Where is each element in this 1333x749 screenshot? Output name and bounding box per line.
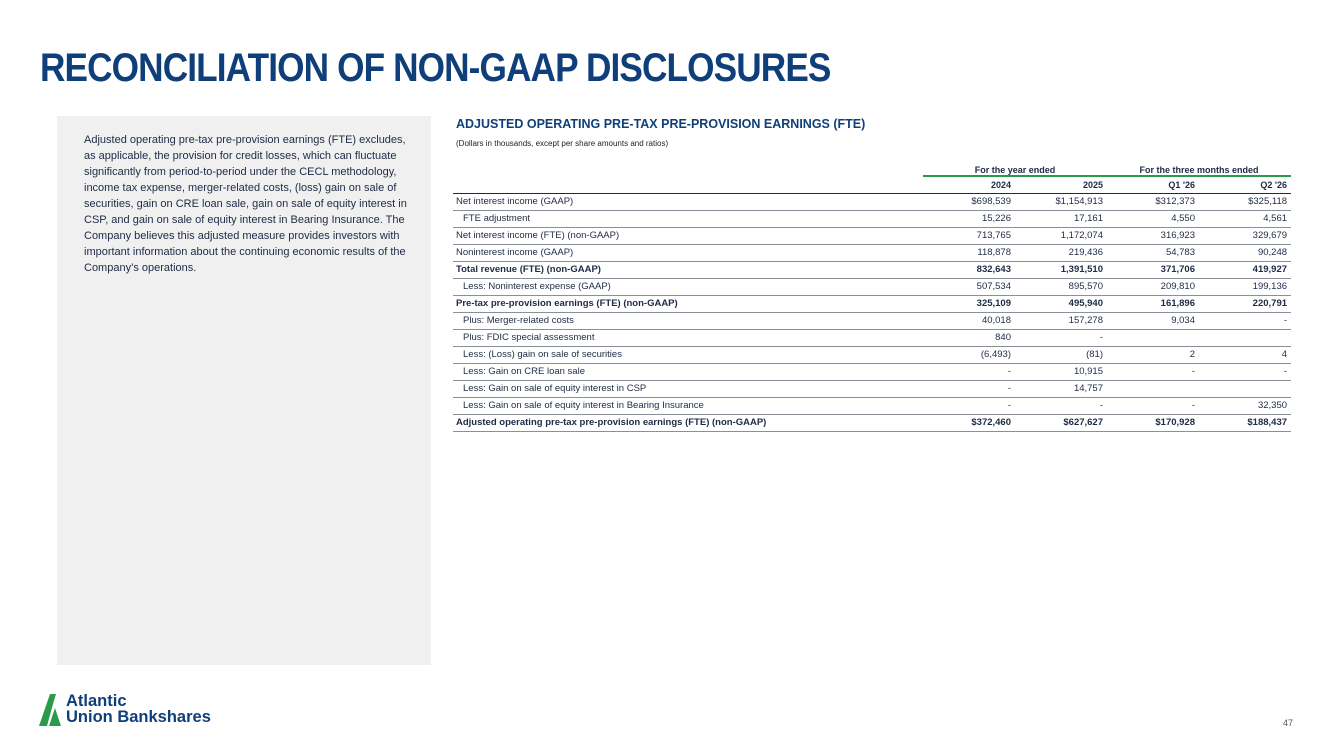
header-three-months-ended: For the three months ended	[1107, 158, 1291, 176]
table-row	[453, 397, 1291, 414]
cell-value: 9,034	[1107, 312, 1199, 329]
cell-value: -	[1015, 397, 1107, 414]
cell-value	[1107, 329, 1199, 346]
row-label: Less: Noninterest expense (GAAP)	[453, 278, 923, 295]
table-row	[453, 278, 1291, 295]
cell-value: 40,018	[923, 312, 1015, 329]
period-header: Q2 '26	[1199, 176, 1291, 193]
table-title: ADJUSTED OPERATING PRE-TAX PRE-PROVISION EARNINGS (FTE)	[456, 117, 866, 131]
row-label: Net interest income (GAAP)	[453, 193, 923, 210]
cell-value: 495,940	[1015, 295, 1107, 312]
table-subtitle: (Dollars in thousands, except per share amounts and ratios)	[456, 139, 669, 148]
cell-value: $698,539	[923, 193, 1015, 210]
cell-value: -	[1199, 363, 1291, 380]
cell-value: 199,136	[1199, 278, 1291, 295]
description-text: Adjusted operating pre-tax pre-provision earnings (FTE) excludes, as applicable, the provision for credit losses, which can fluctuate significantly from period-to-period under the CECL methodology, income tax expense, merger-related costs, (loss) gain on sale of securities, gain on CRE loan sale, gain on sale of equity interest in CSP, and gain on sale of equity interest in Bearing Insurance. The Company believes this adjusted measure provides investors with important information about the continuing economic results of the Company’s operations.	[84, 134, 407, 274]
header-label-blank	[453, 176, 923, 193]
group-header-row	[453, 158, 1291, 176]
cell-value: 840	[923, 329, 1015, 346]
cell-value	[1107, 380, 1199, 397]
description-panel	[57, 116, 431, 665]
cell-value: 832,643	[923, 261, 1015, 278]
row-label: Adjusted operating pre-tax pre-provision earnings (FTE) (non-GAAP)	[453, 414, 923, 431]
cell-value: -	[1107, 397, 1199, 414]
table-row-total	[453, 295, 1291, 312]
cell-value: 419,927	[1199, 261, 1291, 278]
header-year-ended: For the year ended	[923, 158, 1107, 176]
cell-value: -	[1199, 312, 1291, 329]
row-label: FTE adjustment	[453, 210, 923, 227]
row-label: Plus: Merger-related costs	[453, 312, 923, 329]
cell-value	[1199, 329, 1291, 346]
cell-value: 32,350	[1199, 397, 1291, 414]
cell-value: 1,391,510	[1015, 261, 1107, 278]
table-row	[453, 193, 1291, 210]
cell-value: 325,109	[923, 295, 1015, 312]
row-label: Plus: FDIC special assessment	[453, 329, 923, 346]
period-header-row	[453, 176, 1291, 193]
cell-value: 157,278	[1015, 312, 1107, 329]
logo-line-1: Atlantic	[66, 692, 127, 710]
page-title: RECONCILIATION OF NON-GAAP DISCLOSURES	[40, 46, 831, 90]
cell-value	[1199, 380, 1291, 397]
period-header: 2025	[1015, 176, 1107, 193]
cell-value: $325,118	[1199, 193, 1291, 210]
cell-value: -	[923, 363, 1015, 380]
cell-value: 10,915	[1015, 363, 1107, 380]
row-label: Less: Gain on CRE loan sale	[453, 363, 923, 380]
cell-value: 316,923	[1107, 227, 1199, 244]
reconciliation-table	[453, 158, 1291, 432]
cell-value: $312,373	[1107, 193, 1199, 210]
cell-value: 329,679	[1199, 227, 1291, 244]
cell-value: $170,928	[1107, 414, 1199, 431]
cell-value: $627,627	[1015, 414, 1107, 431]
page-number: 47	[1282, 718, 1293, 728]
table-row	[453, 227, 1291, 244]
period-header: 2024	[923, 176, 1015, 193]
cell-value: $372,460	[923, 414, 1015, 431]
cell-value: $1,154,913	[1015, 193, 1107, 210]
table-row	[453, 312, 1291, 329]
cell-value: 54,783	[1107, 244, 1199, 261]
cell-value: 14,757	[1015, 380, 1107, 397]
company-logo	[39, 694, 269, 726]
cell-value: 17,161	[1015, 210, 1107, 227]
table-row	[453, 346, 1291, 363]
row-label: Noninterest income (GAAP)	[453, 244, 923, 261]
cell-value: 219,436	[1015, 244, 1107, 261]
cell-value: 4,561	[1199, 210, 1291, 227]
cell-value: 4	[1199, 346, 1291, 363]
table-row	[453, 210, 1291, 227]
cell-value: 209,810	[1107, 278, 1199, 295]
row-label: Less: Gain on sale of equity interest in CSP	[453, 380, 923, 397]
table-row-total	[453, 414, 1291, 431]
row-label: Net interest income (FTE) (non-GAAP)	[453, 227, 923, 244]
cell-value: 220,791	[1199, 295, 1291, 312]
row-label: Total revenue (FTE) (non-GAAP)	[453, 261, 923, 278]
cell-value: 118,878	[923, 244, 1015, 261]
mountain-a-icon	[39, 694, 67, 726]
logo-line-2: Union Bankshares	[66, 708, 211, 726]
table-row	[453, 244, 1291, 261]
table-row-total	[453, 261, 1291, 278]
cell-value: (6,493)	[923, 346, 1015, 363]
cell-value: 15,226	[923, 210, 1015, 227]
table-row	[453, 363, 1291, 380]
cell-value: $188,437	[1199, 414, 1291, 431]
row-label: Pre-tax pre-provision earnings (FTE) (non-GAAP)	[453, 295, 923, 312]
cell-value: (81)	[1015, 346, 1107, 363]
row-label: Less: (Loss) gain on sale of securities	[453, 346, 923, 363]
cell-value: 2	[1107, 346, 1199, 363]
cell-value: 507,534	[923, 278, 1015, 295]
cell-value: 895,570	[1015, 278, 1107, 295]
cell-value: -	[923, 380, 1015, 397]
table-row	[453, 329, 1291, 346]
cell-value: -	[923, 397, 1015, 414]
cell-value: 90,248	[1199, 244, 1291, 261]
cell-value: 371,706	[1107, 261, 1199, 278]
table-row	[453, 380, 1291, 397]
period-header: Q1 '26	[1107, 176, 1199, 193]
logo-wordmark	[66, 693, 211, 725]
cell-value: -	[1107, 363, 1199, 380]
header-blank	[453, 158, 923, 176]
cell-value: 4,550	[1107, 210, 1199, 227]
cell-value: 713,765	[923, 227, 1015, 244]
cell-value: 1,172,074	[1015, 227, 1107, 244]
row-label: Less: Gain on sale of equity interest in Bearing Insurance	[453, 397, 923, 414]
cell-value: -	[1015, 329, 1107, 346]
cell-value: 161,896	[1107, 295, 1199, 312]
